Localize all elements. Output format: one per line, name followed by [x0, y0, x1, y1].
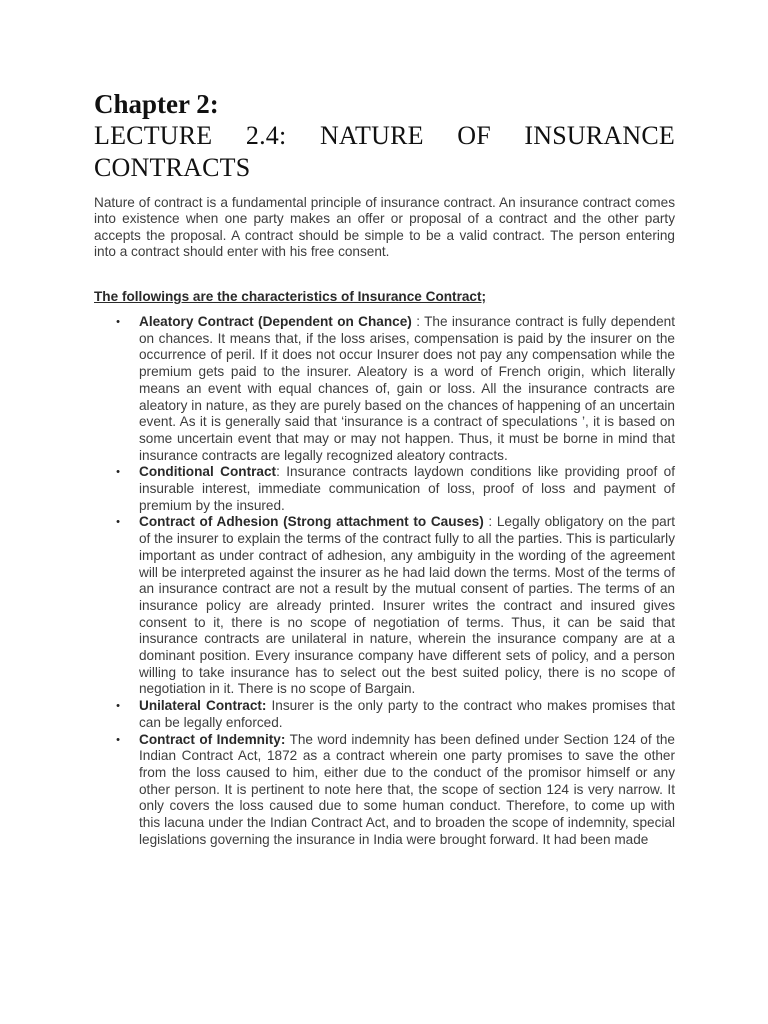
item-text: : Insurance contracts laydown conditions like providing proof of insurable interest, immediate communication of loss, proof of loss and payment of premium by the insured. — [139, 464, 675, 513]
item-term: Conditional Contract — [139, 464, 277, 480]
heading-block — [94, 88, 675, 184]
list-item-unilateral — [112, 698, 675, 731]
lecture-title: LECTURE 2.4: NATURE OF INSURANCE CONTRACTS — [94, 121, 675, 182]
item-text: Insurer is the only party to the contract who makes promises that can be legally enforced. — [139, 698, 676, 730]
chapter-title: Chapter 2: — [94, 89, 219, 119]
item-term: Contract of Indemnity: — [139, 731, 286, 747]
item-term: Unilateral Contract: — [139, 698, 267, 714]
intro-paragraph: Nature of contract is a fundamental principle of insurance contract. An insurance contract comes into existence when one party makes an offer or proposal of a contract and the other party accepts the proposal. A contract should be simple to be a valid contract. The person entering into a contract should enter with his free consent. — [94, 195, 675, 260]
list-item-conditional — [112, 464, 675, 514]
bullet-icon: • — [116, 516, 120, 529]
item-term: Aleatory Contract (Dependent on Chance) — [139, 314, 412, 329]
bullet-icon: • — [116, 466, 120, 479]
bullet-icon: • — [116, 733, 120, 746]
bullet-icon: • — [116, 700, 120, 713]
characteristics-list — [112, 314, 675, 849]
item-text: : The insurance contract is fully dependent on chances. It means that, if the loss arises, compensation is paid by the insurer on the occurrence of peril. If it does not occur Insurer does not pay any compensation while the premium gets paid to the insurer. Aleatory is a word of French origin, which literally means an event with equal chances of, gain or loss. All the insurance contracts are aleatory in nature, as they are purely based on the chances of happening of an uncertain event. As it is generally said that ‘insurance is a contract of speculations ’, it is based on some uncertain event that may or may not happen. Thus, it must be borne in mind that insurance contracts are legally recognized aleatory contracts. — [139, 314, 675, 463]
list-item-aleatory — [112, 314, 675, 464]
item-text: The word indemnity has been defined under Section 124 of the Indian Contract Act, 1872 as a contract wherein one party promises to save the other from the loss caused to him, either due to the conduct of the promisor himself or any other person. It is pertinent to note here that, the scope of section 124 is very narrow. It only covers the loss caused due to some human conduct. Therefore, to come up with this lacuna under the Indian Contract Act, and to broaden the scope of indemnity, special legislations governing the insurance in India were brought forward. It had been made — [139, 731, 675, 847]
list-item-indemnity — [112, 732, 675, 849]
item-text: : Legally obligatory on the part of the insurer to explain the terms of the contract fully to all the parties. This is particularly important as under contract of adhesion, any ambiguity in the wording of the agreement will be interpreted against the insurer as he had laid down the terms. Most of the terms of an insurance contract are not a result by the mutual consent of parties. The terms of an insurance policy are already printed. Insurer writes the contract and insured gives consent to it, there is no scope of negotiation of terms. Thus, it can be said that insurance contracts are unilateral in nature, wherein the insurance company are at a dominant position. Every insurance company have different sets of policy, and a person willing to take insurance has to select out the best suited policy, there is no scope of negotiation in it. There is no scope of Bargain. — [139, 514, 676, 697]
item-term: Contract of Adhesion (Strong attachment to Causes) — [139, 514, 484, 530]
bullet-icon: • — [116, 316, 120, 328]
characteristics-subheading: The followings are the characteristics of Insurance Contract; — [94, 289, 487, 304]
list-item-adhesion — [112, 514, 675, 698]
